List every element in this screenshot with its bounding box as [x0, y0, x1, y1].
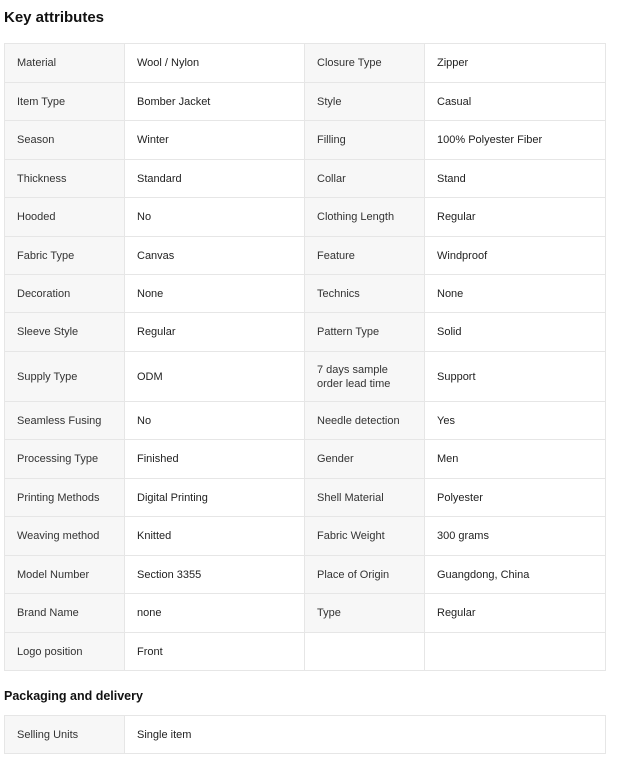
attribute-value: Standard: [125, 160, 305, 198]
attribute-label: Type: [305, 594, 425, 633]
attribute-value: Regular: [425, 198, 606, 237]
attribute-label: Seamless Fusing: [5, 402, 125, 440]
table-row: [5, 275, 606, 313]
table-row: [5, 313, 606, 352]
attribute-value: Guangdong, China: [425, 556, 606, 594]
attribute-value: Front: [125, 633, 305, 671]
attribute-label: Season: [5, 121, 125, 160]
attribute-value: 300 grams: [425, 517, 606, 556]
attribute-value: Regular: [425, 594, 606, 633]
attribute-value: Regular: [125, 313, 305, 352]
table-row: [5, 160, 606, 198]
table-row: [5, 716, 606, 754]
attribute-label: Fabric Weight: [305, 517, 425, 556]
table-row: [5, 440, 606, 479]
attribute-value: Bomber Jacket: [125, 83, 305, 121]
attribute-label: Technics: [305, 275, 425, 313]
attribute-label: 7 days sample order lead time: [305, 352, 425, 402]
attribute-value: Solid: [425, 313, 606, 352]
attribute-label: Needle detection: [305, 402, 425, 440]
attribute-value: Polyester: [425, 479, 606, 517]
table-row: [5, 479, 606, 517]
attribute-label: Gender: [305, 440, 425, 479]
attribute-value: No: [125, 402, 305, 440]
attribute-value: Wool / Nylon: [125, 44, 305, 83]
packaging-title: Packaging and delivery: [4, 689, 143, 703]
packaging-table: [4, 715, 606, 754]
attribute-label: Selling Units: [5, 716, 125, 754]
attribute-value: none: [125, 594, 305, 633]
attribute-value: None: [125, 275, 305, 313]
table-row: [5, 556, 606, 594]
attribute-value: Windproof: [425, 237, 606, 275]
attribute-label: Processing Type: [5, 440, 125, 479]
attribute-value: Section 3355: [125, 556, 305, 594]
attribute-value: Canvas: [125, 237, 305, 275]
attribute-label: Model Number: [5, 556, 125, 594]
attribute-value: Finished: [125, 440, 305, 479]
attribute-value: Stand: [425, 160, 606, 198]
attribute-label: Logo position: [5, 633, 125, 671]
attribute-label: Weaving method: [5, 517, 125, 556]
table-row: [5, 198, 606, 237]
attribute-label: Feature: [305, 237, 425, 275]
attribute-value: Men: [425, 440, 606, 479]
table-row: [5, 44, 606, 83]
attribute-value: Support: [425, 352, 606, 402]
attribute-label: Material: [5, 44, 125, 83]
attribute-label: Clothing Length: [305, 198, 425, 237]
attribute-value: Winter: [125, 121, 305, 160]
table-row: [5, 237, 606, 275]
attribute-value: ODM: [125, 352, 305, 402]
empty-cell: [305, 633, 425, 671]
attribute-label: Fabric Type: [5, 237, 125, 275]
table-row: [5, 402, 606, 440]
table-row: [5, 633, 606, 671]
attribute-value: Casual: [425, 83, 606, 121]
table-row: [5, 517, 606, 556]
attribute-value: No: [125, 198, 305, 237]
attribute-label: Decoration: [5, 275, 125, 313]
attribute-label: Printing Methods: [5, 479, 125, 517]
table-row: [5, 83, 606, 121]
attribute-label: Item Type: [5, 83, 125, 121]
attribute-label: Style: [305, 83, 425, 121]
attribute-label: Pattern Type: [305, 313, 425, 352]
table-row: [5, 594, 606, 633]
attribute-label: Closure Type: [305, 44, 425, 83]
attribute-label: Hooded: [5, 198, 125, 237]
key-attributes-title: Key attributes: [4, 9, 105, 26]
attribute-value: 100% Polyester Fiber: [425, 121, 606, 160]
attribute-value: Knitted: [125, 517, 305, 556]
attribute-label: Filling: [305, 121, 425, 160]
attribute-label: Supply Type: [5, 352, 125, 402]
attribute-label: Sleeve Style: [5, 313, 125, 352]
table-row: [5, 352, 606, 402]
empty-cell: [425, 633, 606, 671]
key-attributes-table: [4, 43, 606, 671]
attribute-label: Collar: [305, 160, 425, 198]
attribute-label: Place of Origin: [305, 556, 425, 594]
attribute-value: Digital Printing: [125, 479, 305, 517]
attribute-label: Brand Name: [5, 594, 125, 633]
attribute-label: Thickness: [5, 160, 125, 198]
table-row: [5, 121, 606, 160]
attribute-value: Yes: [425, 402, 606, 440]
attribute-value: None: [425, 275, 606, 313]
attribute-value: Single item: [125, 716, 606, 754]
attribute-value: Zipper: [425, 44, 606, 83]
attribute-label: Shell Material: [305, 479, 425, 517]
